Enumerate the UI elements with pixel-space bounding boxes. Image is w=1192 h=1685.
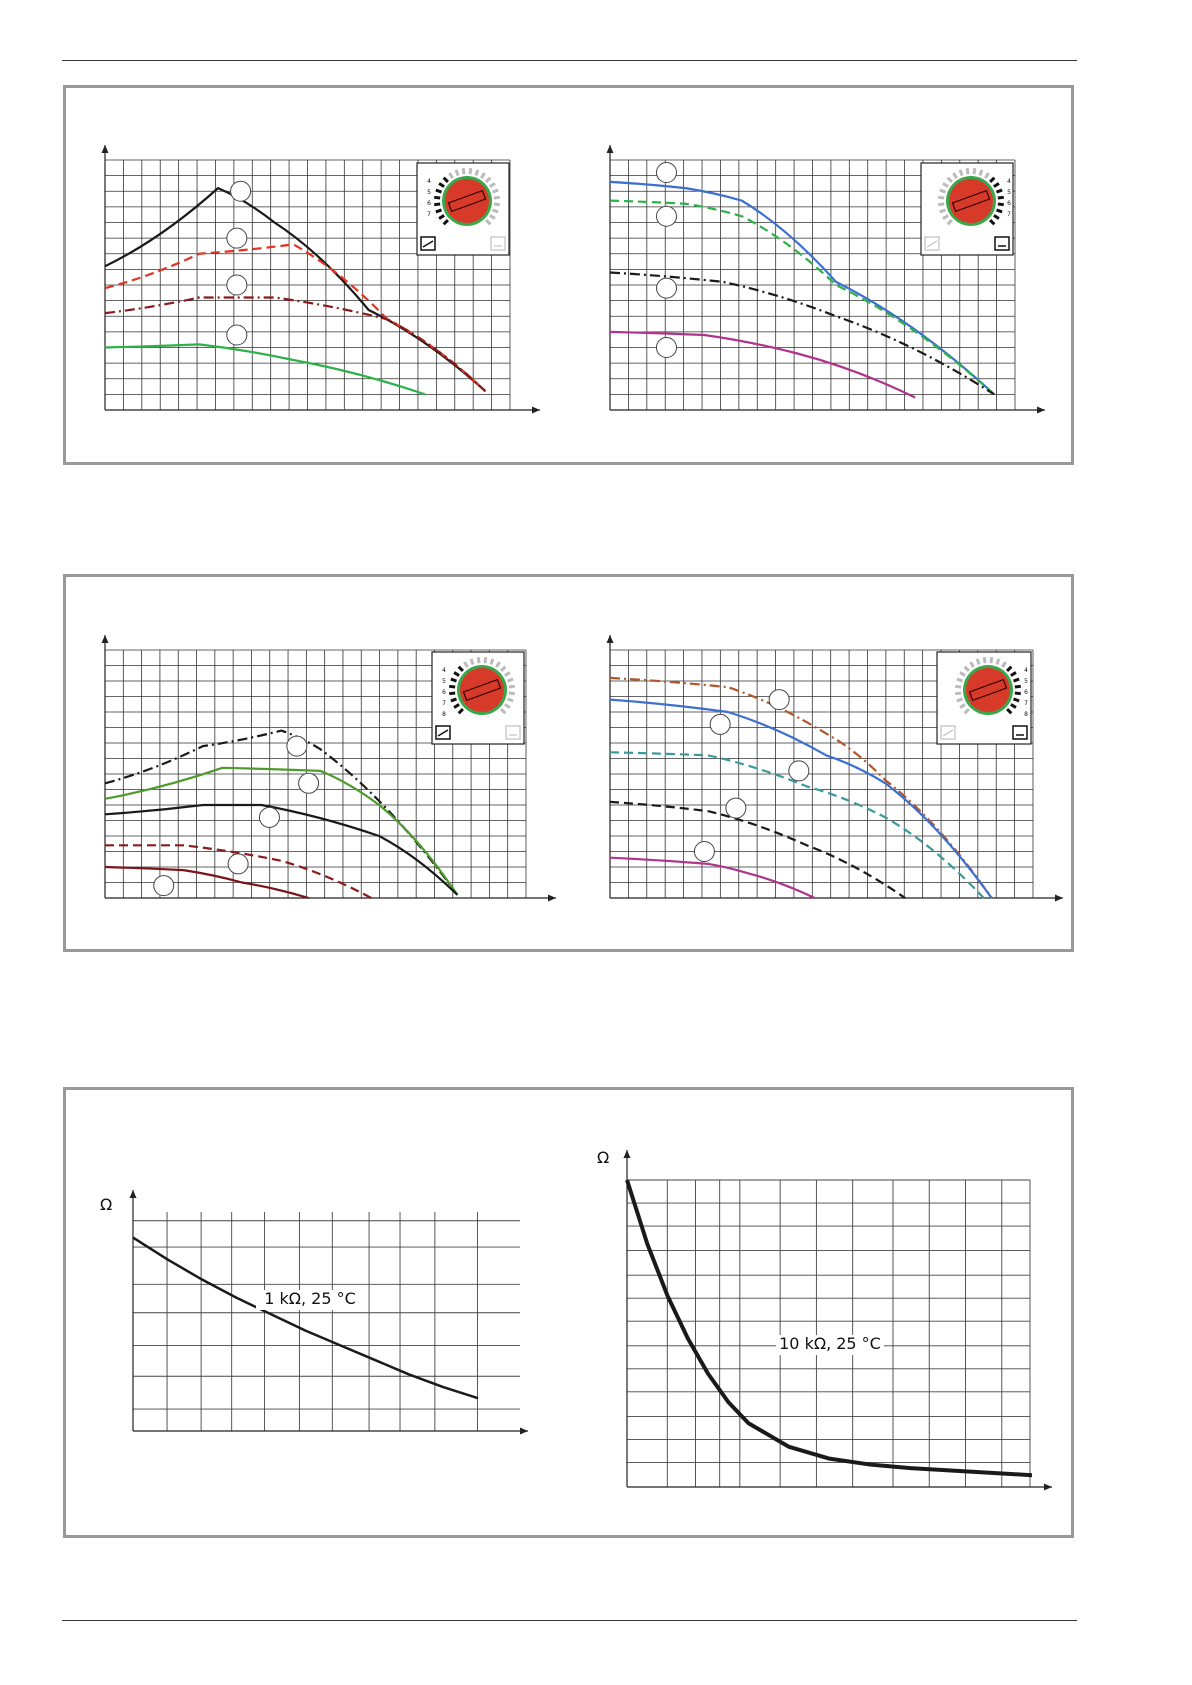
- series-line-0: [133, 1238, 478, 1399]
- curve-marker-icon: [259, 807, 279, 827]
- dial-tick: [434, 204, 440, 205]
- dial-tick: [940, 190, 946, 192]
- series-line-0: [105, 731, 457, 895]
- dial-tick: [1015, 686, 1021, 687]
- dial-tick: [977, 659, 979, 665]
- y-axis-label: Ω: [597, 1148, 610, 1167]
- dial-label: 4: [1007, 178, 1011, 185]
- series-line-0: [627, 1180, 1032, 1475]
- dial-label: 6: [442, 689, 446, 696]
- x-axis-arrow-icon: [1037, 407, 1045, 414]
- dial-tick: [485, 657, 486, 663]
- dial-tick: [509, 693, 515, 694]
- series-line-3: [105, 344, 425, 394]
- dial-tick: [509, 686, 515, 687]
- dial-tick: [478, 657, 479, 663]
- curve-marker-icon: [227, 275, 247, 295]
- dial-tick: [507, 699, 513, 701]
- dial-label: 6: [427, 200, 431, 207]
- dial-tick: [960, 170, 962, 176]
- y-axis-arrow-icon: [624, 1150, 631, 1158]
- curve-marker-icon: [656, 278, 676, 298]
- dial-tick: [1013, 679, 1019, 681]
- series-line-3: [610, 332, 915, 398]
- curve-marker-icon: [228, 854, 248, 874]
- x-axis-arrow-icon: [1044, 1484, 1052, 1491]
- dial-label: 8: [1024, 711, 1028, 718]
- ntc-1k: [100, 1190, 528, 1435]
- curve-marker-icon: [231, 181, 251, 201]
- dial-tick: [957, 679, 963, 681]
- dial-tick: [991, 657, 992, 663]
- dial-label: 4: [1024, 667, 1028, 674]
- curve-marker-icon: [287, 736, 307, 756]
- dial-tick: [436, 190, 442, 192]
- ntc-10k: [597, 1148, 1052, 1491]
- curve-label: 1 kΩ, 25 °C: [264, 1289, 356, 1308]
- dial-label: 5: [1024, 678, 1028, 685]
- series-line-1: [610, 700, 992, 898]
- dial-tick: [955, 686, 961, 687]
- dial-label: 5: [427, 189, 431, 196]
- y-axis-arrow-icon: [607, 145, 614, 153]
- dial-icon: [966, 668, 1010, 712]
- dial-label: 6: [1007, 200, 1011, 207]
- curve-marker-icon: [769, 690, 789, 710]
- dial-icon: [949, 179, 993, 223]
- dial-tick: [996, 190, 1002, 192]
- pump-curves-1b: [607, 145, 1046, 414]
- x-axis-arrow-icon: [520, 1428, 528, 1435]
- dial-icon: [445, 179, 489, 223]
- dial-tick: [1013, 699, 1019, 701]
- dial-tick: [451, 699, 457, 701]
- dial-tick: [1015, 693, 1021, 694]
- pump-curves-1a: [102, 145, 541, 414]
- dial-tick: [998, 197, 1004, 198]
- dial-tick: [470, 168, 471, 174]
- y-axis-arrow-icon: [102, 635, 109, 643]
- dial-label: 4: [427, 178, 431, 185]
- dial-tick: [463, 168, 464, 174]
- dial-tick: [456, 170, 458, 176]
- series-line-1: [105, 768, 457, 895]
- pump-curves-2a: [102, 635, 557, 902]
- dial-tick: [471, 659, 473, 665]
- curve-label: 10 kΩ, 25 °C: [779, 1334, 881, 1353]
- curve-marker-icon: [227, 228, 247, 248]
- dial-label: 4: [442, 667, 446, 674]
- curve-marker-icon: [227, 325, 247, 345]
- dial-tick: [492, 210, 498, 212]
- y-axis-label: Ω: [100, 1195, 113, 1214]
- curve-marker-icon: [154, 876, 174, 896]
- dial-tick: [491, 659, 493, 665]
- curve-marker-icon: [656, 338, 676, 358]
- y-axis-arrow-icon: [607, 635, 614, 643]
- dial-tick: [507, 679, 513, 681]
- dial-icon: [460, 668, 504, 712]
- dial-label: 5: [442, 678, 446, 685]
- dial-tick: [955, 693, 961, 694]
- dial-tick: [434, 197, 440, 198]
- curve-marker-icon: [656, 206, 676, 226]
- dial-tick: [449, 693, 455, 694]
- dial-tick: [997, 659, 999, 665]
- dial-tick: [494, 204, 500, 205]
- dial-tick: [996, 210, 1002, 212]
- dial-tick: [436, 210, 442, 212]
- series-line-0: [610, 678, 992, 898]
- x-axis-arrow-icon: [532, 407, 540, 414]
- curve-marker-icon: [726, 798, 746, 818]
- y-axis-arrow-icon: [130, 1190, 137, 1198]
- dial-label: 5: [1007, 189, 1011, 196]
- curve-marker-icon: [710, 714, 730, 734]
- dial-label: 7: [1007, 211, 1011, 218]
- dial-tick: [476, 170, 478, 176]
- dial-label: 8: [442, 711, 446, 718]
- x-axis-arrow-icon: [1055, 895, 1063, 902]
- dial-tick: [980, 170, 982, 176]
- y-axis-arrow-icon: [102, 145, 109, 153]
- dial-tick: [938, 197, 944, 198]
- dial-label: 7: [427, 211, 431, 218]
- dial-label: 7: [442, 700, 446, 707]
- dial-tick: [957, 699, 963, 701]
- dial-tick: [984, 657, 985, 663]
- x-axis-arrow-icon: [548, 895, 556, 902]
- dial-tick: [998, 204, 1004, 205]
- pump-curves-2b: [607, 635, 1064, 902]
- dial-tick: [449, 686, 455, 687]
- dial-tick: [494, 197, 500, 198]
- series-line-2: [105, 298, 485, 392]
- dial-tick: [938, 204, 944, 205]
- dial-tick: [451, 679, 457, 681]
- dial-label: 6: [1024, 689, 1028, 696]
- curve-marker-icon: [789, 761, 809, 781]
- curve-marker-icon: [656, 163, 676, 183]
- curve-marker-icon: [299, 773, 319, 793]
- dial-tick: [492, 190, 498, 192]
- curve-marker-icon: [694, 842, 714, 862]
- dial-tick: [967, 168, 968, 174]
- dial-label: 7: [1024, 700, 1028, 707]
- dial-tick: [940, 210, 946, 212]
- series-line-4: [610, 858, 815, 898]
- series-line-1: [105, 244, 485, 391]
- dial-tick: [974, 168, 975, 174]
